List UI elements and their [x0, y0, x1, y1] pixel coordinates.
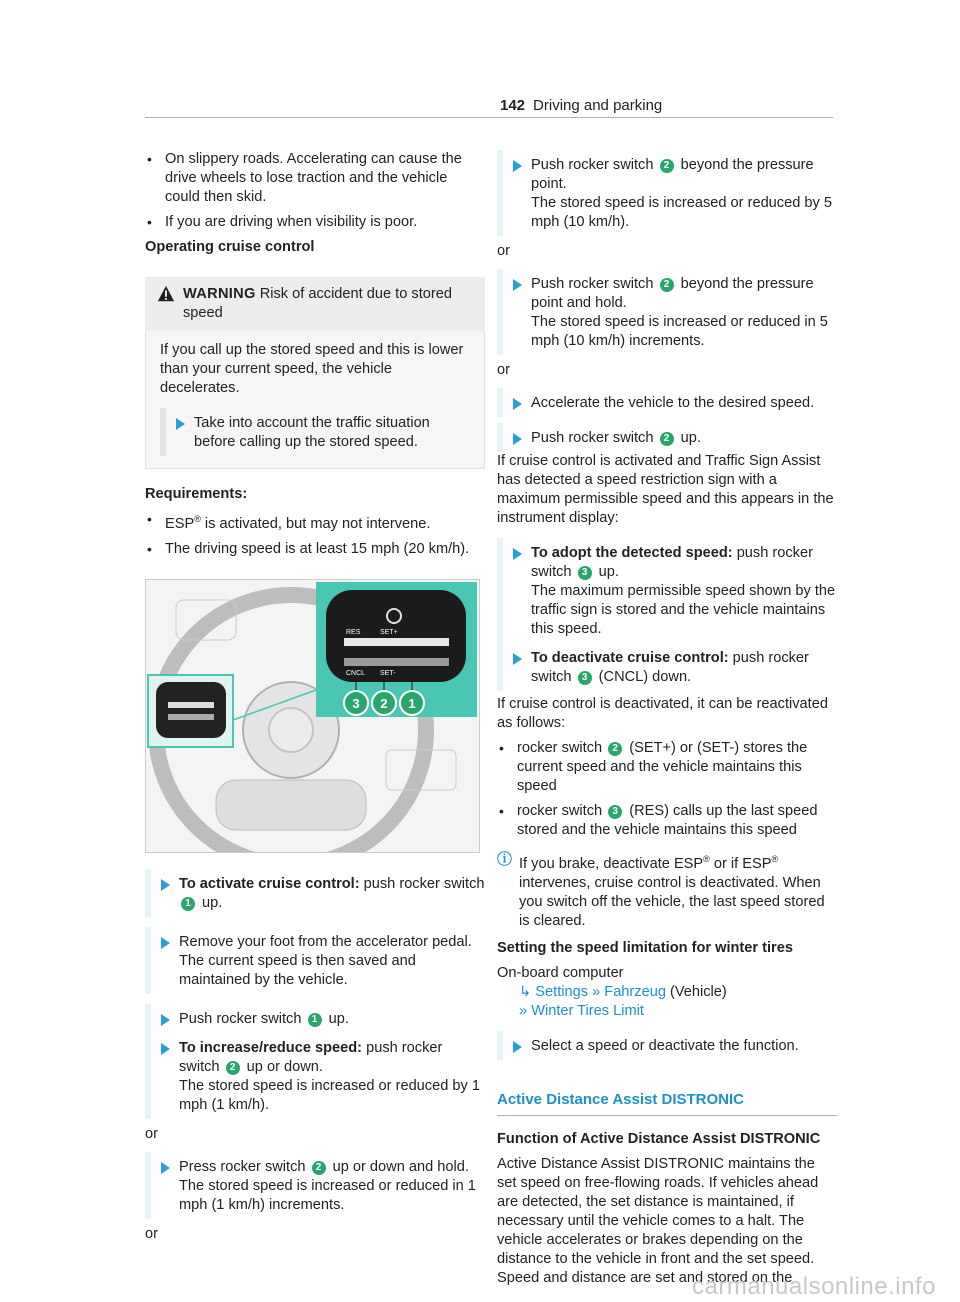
step-arrow-icon — [503, 429, 531, 448]
warning-icon — [157, 285, 175, 303]
requirements-heading: Requirements: — [145, 486, 248, 502]
svg-text:2: 2 — [380, 696, 388, 711]
callout-3 — [344, 691, 368, 715]
step-adopt-speed: To adopt the detected speed: push rocker switch 3 up. The maximum permissible speed shown by the traffic sign is stored and the vehicle maintains this speed. — [497, 538, 837, 643]
step-push-up-right: Push rocker switch 2 up. — [497, 423, 837, 452]
step-arrow-icon — [166, 414, 194, 452]
function-heading: Function of Active Distance Assist DISTRONIC — [497, 1131, 821, 1147]
step-deactivate: To deactivate cruise control: push rocker switch 3 (CNCL) down. — [497, 643, 837, 691]
operating-heading: Operating cruise control — [145, 239, 315, 255]
warning-box — [145, 277, 485, 469]
callout-badge: 2 — [660, 159, 674, 173]
section-title: Active Distance Assist DISTRONIC — [497, 1090, 837, 1116]
deactivated-text: If cruise control is deactivated, it can be reactivated as follows: — [497, 696, 828, 731]
step-arrow-icon — [151, 875, 179, 913]
callout-badge: 2 — [660, 432, 674, 446]
figure-label-res: RES — [346, 629, 361, 636]
callout-badge: 1 — [308, 1013, 322, 1027]
step-arrow-icon — [503, 156, 531, 232]
menu-chevron-icon: » — [592, 984, 601, 1000]
or-label: or — [145, 1226, 158, 1242]
step-arrow-icon — [503, 649, 531, 687]
step-arrow-icon — [151, 1039, 179, 1115]
menu-return-arrow-icon: ↳ — [519, 984, 532, 1000]
svg-text:3: 3 — [352, 696, 360, 711]
figure-label-set-plus: SET+ — [380, 629, 398, 636]
menu-settings[interactable]: Settings — [535, 984, 589, 1000]
figure-label-cncl: CNCL — [346, 670, 366, 677]
steering-wheel-illustration — [146, 580, 479, 852]
svg-text:1: 1 — [408, 696, 416, 711]
warning-title: Risk of accident due to stored speed — [183, 286, 452, 321]
info-note: ⓘ If you brake, deactivate ESP® or if ESP® intervenes, cruise control is deactivated. When you switch off the vehicle, the last speed stored is cleared. — [497, 851, 825, 929]
step-beyond-pressure: Push rocker switch 2 beyond the pressure point. The stored speed is increased or reduced by 5 mph (10 km/h). — [497, 150, 837, 236]
step-arrow-icon — [151, 1010, 179, 1029]
callout-badge: 3 — [608, 805, 622, 819]
callout-badge: 1 — [181, 897, 195, 911]
steering-wheel-figure — [145, 579, 480, 853]
step-accelerate: Accelerate the vehicle to the desired speed. — [497, 388, 837, 417]
step-press-hold: Press rocker switch 2 up or down and hold. The stored speed is increased or reduced in 1 mph (1 km/h) increments. — [145, 1152, 485, 1219]
step-push-up: Push rocker switch 1 up. — [145, 1004, 485, 1033]
menu-fahrzeug[interactable]: Fahrzeug — [604, 984, 666, 1000]
step-arrow-icon — [503, 544, 531, 639]
header-rule — [145, 117, 833, 118]
menu-path: ↳ Settings » Fahrzeug (Vehicle) — [519, 984, 727, 1000]
warning-label: WARNING — [183, 286, 256, 302]
callout-2 — [372, 691, 396, 715]
step-arrow-icon — [503, 394, 531, 413]
menu-chevron-icon: » — [519, 1003, 528, 1019]
info-icon: ⓘ — [497, 851, 513, 868]
or-label: or — [497, 243, 510, 259]
function-text: Active Distance Assist DISTRONIC maintains the set speed on free-flowing roads. If vehicles ahead are detected, the set distance is maintained, if necessary until the vehicle comes to a halt. The vehicle accelerates or brakes depending on the distance to the vehicle in front and the set speed. Speed and distance are set and stored on the — [497, 1156, 819, 1286]
list-item: • The driving speed is at least 15 mph (20 km/h). — [145, 540, 485, 559]
page-header — [500, 96, 662, 115]
or-label: or — [145, 1126, 158, 1142]
list-item: • On slippery roads. Accelerating can cause the drive wheels to lose traction and the vehicle could then skid. — [145, 150, 485, 207]
callout-badge: 3 — [578, 671, 592, 685]
menu-winter-tires-limit[interactable]: Winter Tires Limit — [531, 1003, 644, 1019]
warning-body: If you call up the stored speed and this is lower than your current speed, the vehicle decelerates. — [160, 342, 464, 396]
step-arrow-icon — [503, 1037, 531, 1056]
step-activate: To activate cruise control: push rocker switch 1 up. — [145, 869, 485, 917]
winter-tires-heading: Setting the speed limitation for winter tires — [497, 940, 793, 956]
list-item: • ESP® is activated, but may not intervene. — [145, 510, 485, 534]
step-increase-reduce: To increase/reduce speed: push rocker switch 2 up or down. The stored speed is increased or reduced by 1 mph (1 km/h). — [145, 1033, 485, 1119]
onboard-computer-label: On-board computer — [497, 965, 624, 981]
callout-badge: 3 — [578, 566, 592, 580]
list-item: • rocker switch 3 (RES) calls up the last speed stored and the vehicle maintains this speed — [497, 802, 837, 840]
figure-label-set-minus: SET- — [380, 670, 396, 677]
step-arrow-icon — [503, 275, 531, 351]
step-select-speed: Select a speed or deactivate the function. — [497, 1031, 837, 1060]
watermark: carmanualsonline.info — [692, 1273, 936, 1300]
callout-badge: 2 — [608, 742, 622, 756]
right-column — [497, 150, 837, 1288]
callout-badge: 2 — [226, 1061, 240, 1075]
traffic-sign-text: If cruise control is activated and Traffic Sign Assist has detected a speed restriction sign with a maximum permissible speed and this appears in the instrument display: — [497, 453, 834, 526]
section-name: Driving and parking — [533, 97, 663, 114]
callout-badge: 2 — [660, 278, 674, 292]
callout-badge: 2 — [312, 1161, 326, 1175]
warning-step: Take into account the traffic situation before calling up the stored speed. — [160, 408, 470, 456]
page-number: 142 — [500, 97, 526, 114]
list-item: • rocker switch 2 (SET+) or (SET-) stores the current speed and the vehicle maintains this speed — [497, 739, 837, 796]
step-arrow-icon — [151, 933, 179, 990]
menu-path-2 — [497, 1002, 837, 1021]
callout-1 — [400, 691, 424, 715]
step-remove-foot: Remove your foot from the accelerator pedal. The current speed is then saved and maintained by the vehicle. — [145, 927, 485, 994]
step-arrow-icon — [151, 1158, 179, 1215]
left-column — [145, 150, 485, 1252]
list-item: • If you are driving when visibility is poor. — [145, 213, 485, 232]
or-label: or — [497, 362, 510, 378]
step-beyond-pressure-hold: Push rocker switch 2 beyond the pressure point and hold. The stored speed is increased or reduced in 5 mph (10 km/h) increments. — [497, 269, 837, 355]
